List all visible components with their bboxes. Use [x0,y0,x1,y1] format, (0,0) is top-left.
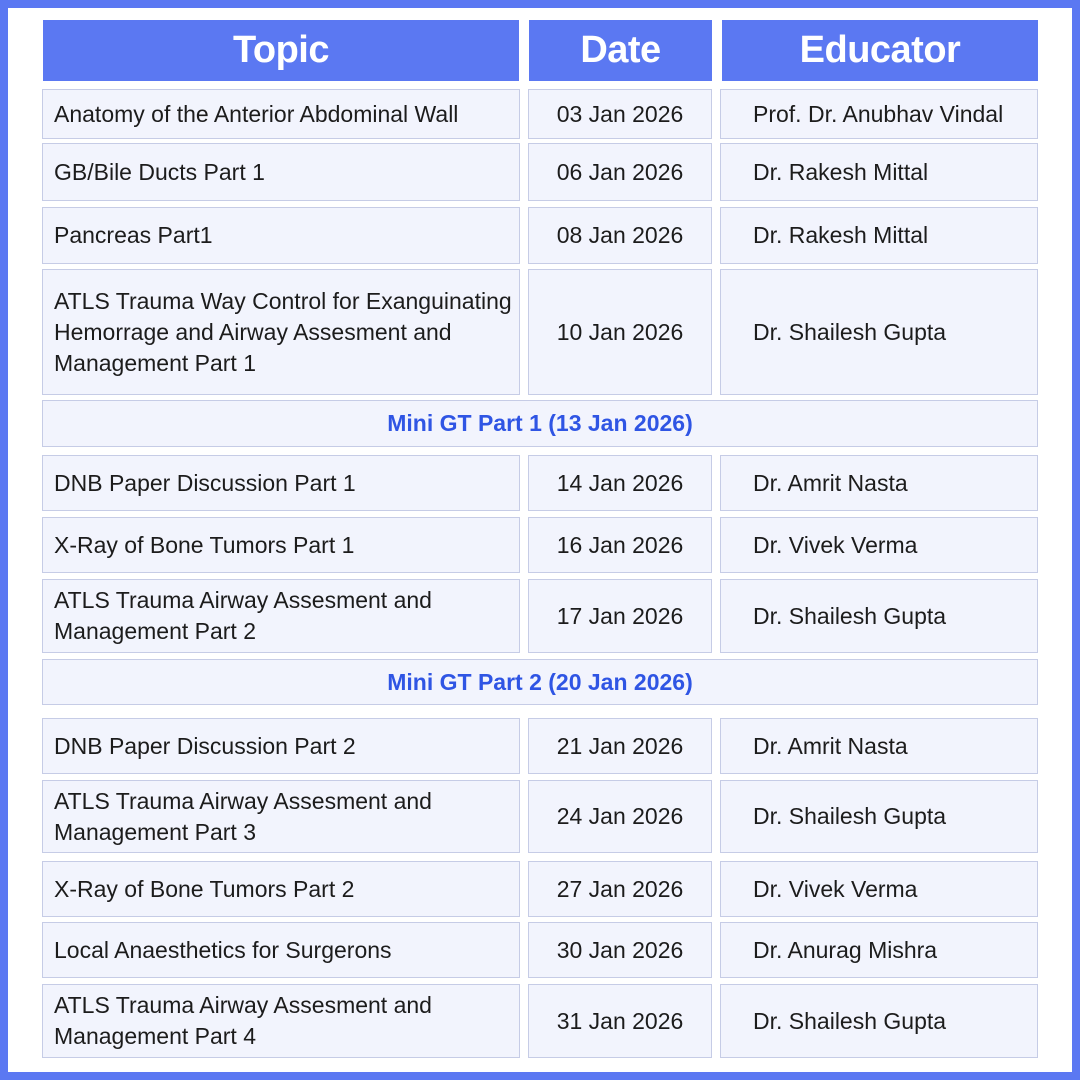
row-educator: Dr. Rakesh Mittal [720,143,1038,201]
row-educator: Dr. Vivek Verma [720,861,1038,917]
row-educator: Prof. Dr. Anubhav Vindal [720,89,1038,139]
row-topic: GB/Bile Ducts Part 1 [42,143,520,201]
row-educator: Dr. Shailesh Gupta [720,579,1038,653]
row-topic: Pancreas Part1 [42,207,520,264]
schedule-table [8,8,1072,1072]
row-educator: Dr. Shailesh Gupta [720,269,1038,395]
row-educator: Dr. Vivek Verma [720,517,1038,573]
row-date: 14 Jan 2026 [528,455,712,511]
row-topic: ATLS Trauma Airway Assesment and Management Part 3 [42,780,520,853]
row-date: 03 Jan 2026 [528,89,712,139]
row-educator: Dr. Rakesh Mittal [720,207,1038,264]
mini-gt-row: Mini GT Part 2 (20 Jan 2026) [42,659,1038,705]
row-date: 30 Jan 2026 [528,922,712,978]
row-date: 10 Jan 2026 [528,269,712,395]
row-date: 17 Jan 2026 [528,579,712,653]
row-topic: X-Ray of Bone Tumors Part 2 [42,861,520,917]
row-educator: Dr. Shailesh Gupta [720,780,1038,853]
row-educator: Dr. Shailesh Gupta [720,984,1038,1058]
row-date: 16 Jan 2026 [528,517,712,573]
row-date: 27 Jan 2026 [528,861,712,917]
header-educator: Educator [722,20,1038,81]
row-topic: Anatomy of the Anterior Abdominal Wall [42,89,520,139]
header-topic: Topic [43,20,519,81]
row-educator: Dr. Amrit Nasta [720,455,1038,511]
row-date: 21 Jan 2026 [528,718,712,774]
row-date: 24 Jan 2026 [528,780,712,853]
row-topic: Local Anaesthetics for Surgerons [42,922,520,978]
row-educator: Dr. Amrit Nasta [720,718,1038,774]
row-topic: ATLS Trauma Airway Assesment and Management Part 4 [42,984,520,1058]
header-date: Date [529,20,712,81]
row-educator: Dr. Anurag Mishra [720,922,1038,978]
row-date: 08 Jan 2026 [528,207,712,264]
row-topic: X-Ray of Bone Tumors Part 1 [42,517,520,573]
row-topic: ATLS Trauma Airway Assesment and Management Part 2 [42,579,520,653]
row-date: 06 Jan 2026 [528,143,712,201]
row-date: 31 Jan 2026 [528,984,712,1058]
row-topic: DNB Paper Discussion Part 2 [42,718,520,774]
row-topic: ATLS Trauma Way Control for Exanguinating Hemorrage and Airway Assesment and Management Part 1 [42,269,520,395]
row-topic: DNB Paper Discussion Part 1 [42,455,520,511]
mini-gt-row: Mini GT Part 1 (13 Jan 2026) [42,400,1038,447]
